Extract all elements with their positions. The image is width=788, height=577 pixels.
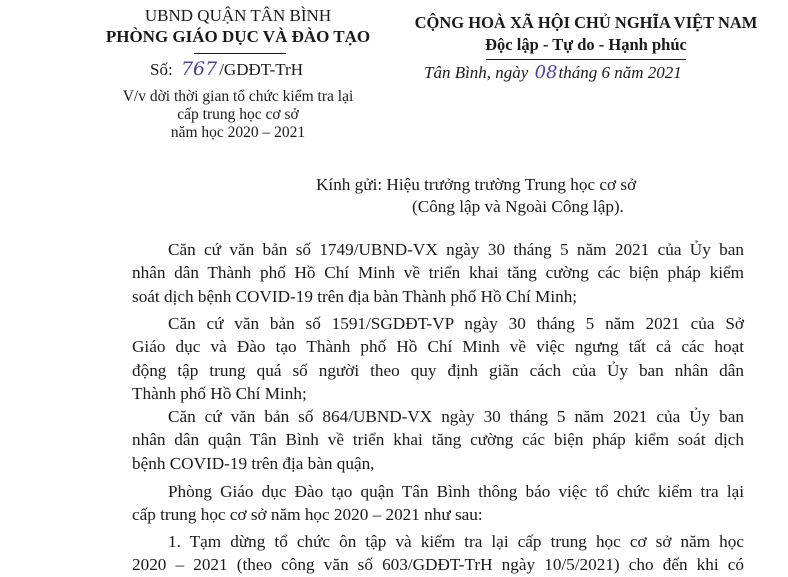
- recipient-line-1: Kính gửi: Hiệu trưởng trường Trung học cơ sở: [316, 175, 637, 194]
- paragraph-line: soát dịch bệnh COVID-19 trên địa bàn Thành phố Hồ Chí Minh;: [132, 286, 578, 306]
- paragraph-line: Căn cứ văn bản số 1749/UBND-VX ngày 30 tháng 5 năm 2021 của Ủy ban: [168, 240, 744, 259]
- org-parent: UBND QUẬN TÂN BÌNH: [144, 6, 332, 25]
- paragraph-line: Giáo dục và Đào tạo Thành phố Hồ Chí Minh về việc ngưng tất cả các hoạt: [132, 337, 744, 357]
- paragraph-line: động tập trung quá số người theo quy định giãn cách của Ủy ban nhân dân: [132, 360, 744, 380]
- subject-line-2: cấp trung học cơ sở: [177, 106, 299, 123]
- nation-title: CỘNG HOÀ XÃ HỘI CHỦ NGHĨA VIỆT NAM: [414, 13, 758, 32]
- paragraph-line: Căn cứ văn bản số 864/UBND-VX ngày 30 tháng 5 năm 2021 của Ủy ban: [168, 407, 744, 426]
- subject-line-1: V/v dời thời gian tổ chức kiểm tra lại: [122, 88, 354, 105]
- paragraph-line: nhân dân quận Tân Bình về triển khai tăng cường các biện pháp kiểm soát dịch: [132, 430, 744, 450]
- paragraph-3: [132, 405, 744, 475]
- motto-underline: [486, 59, 686, 60]
- date-day-handwritten: 08: [534, 62, 558, 83]
- paragraph-line: bệnh COVID-19 trên địa bàn quận,: [132, 453, 375, 473]
- paragraph-2: [132, 312, 744, 406]
- paragraph-line: 2020 – 2021 (theo công văn số 603/GDĐT-TrH ngày 10/5/2021) cho đến khi có: [132, 555, 744, 575]
- date-prefix: Tân Bình, ngày: [424, 63, 529, 82]
- paragraph-line: Căn cứ văn bản số 1591/SGDĐT-VP ngày 30 tháng 5 năm 2021 của Sở: [168, 314, 744, 333]
- date-line: [424, 62, 682, 83]
- paragraph-1: [132, 238, 744, 308]
- org-underline: [194, 53, 286, 54]
- paragraph-line: Thành phố Hồ Chí Minh;: [132, 384, 307, 404]
- motto: Độc lập - Tự do - Hạnh phúc: [485, 35, 687, 54]
- recipient-line-2: (Công lập và Ngoài Công lập).: [412, 197, 624, 216]
- doc-number-prefix: Số:: [150, 60, 173, 79]
- doc-number-suffix: /GDĐT-TrH: [219, 60, 303, 79]
- org-name: PHÒNG GIÁO DỤC VÀ ĐÀO TẠO: [105, 27, 371, 46]
- paragraph-4: [132, 480, 744, 527]
- paragraph-5: [132, 530, 744, 577]
- paragraph-line: cấp trung học cơ sở năm học 2020 – 2021 như sau:: [132, 505, 483, 525]
- paragraph-line: nhân dân Thành phố Hồ Chí Minh về triển khai tăng cường các biện pháp kiểm: [132, 263, 744, 283]
- paragraph-line: 1. Tạm dừng tổ chức ôn tập và kiểm tra lại cấp trung học cơ sở năm học: [168, 532, 744, 551]
- paragraph-line: Phòng Giáo dục Đào tạo quận Tân Bình thông báo việc tổ chức kiểm tra lại: [168, 482, 744, 501]
- subject-line-3: năm học 2020 – 2021: [170, 124, 306, 141]
- doc-number: [150, 58, 303, 80]
- doc-number-handwritten: 767: [180, 58, 218, 80]
- date-suffix: tháng 6 năm 2021: [558, 63, 682, 82]
